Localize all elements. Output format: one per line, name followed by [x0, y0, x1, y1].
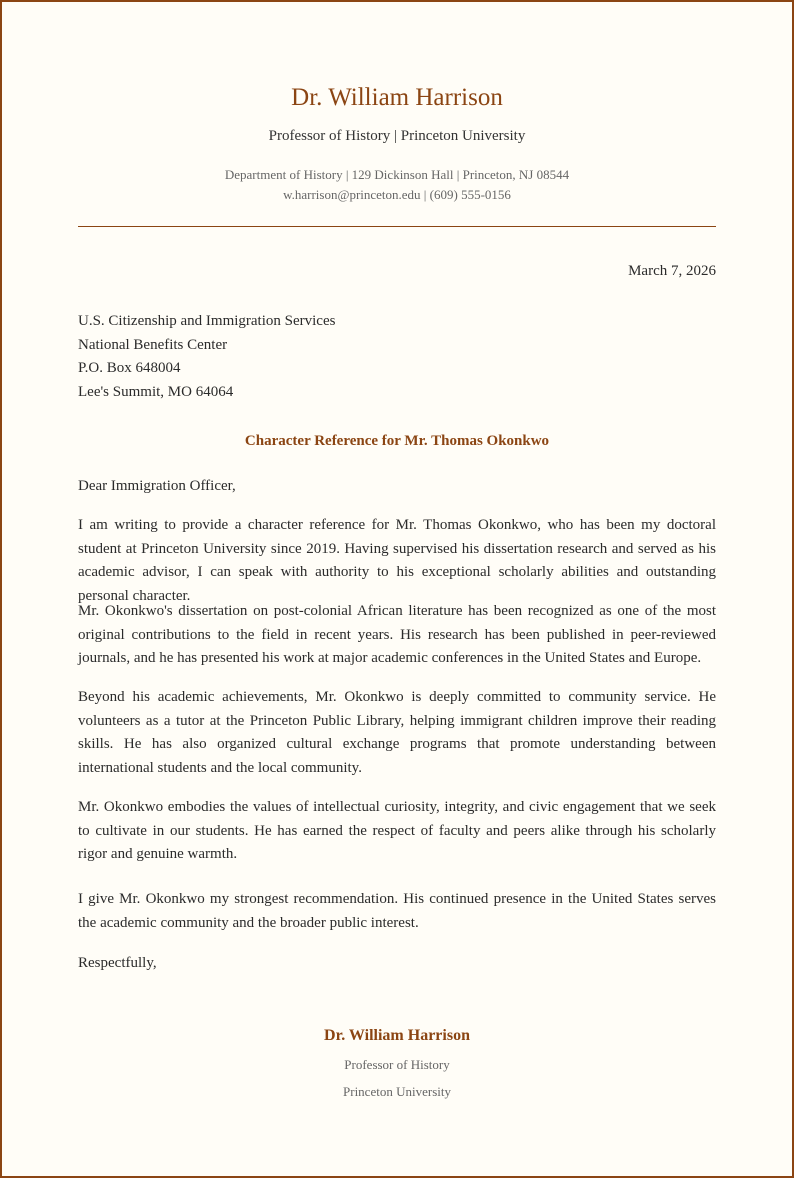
signature-institution: Princeton University	[343, 1084, 451, 1099]
salutation: Dear Immigration Officer,	[78, 478, 236, 494]
letterhead-contact: w.harrison@princeton.edu | (609) 555-0156	[283, 187, 511, 202]
recipient-line: Lee's Summit, MO 64064	[78, 383, 234, 400]
body-paragraph: Beyond his academic achievements, Mr. Okonkwo is deeply committed to community service. He volunteers as a tutor at the Princeton Public Library, helping immigrant children improve their reading skills. He has also organized cultural exchange programs that promote understanding between international students and the local community.	[78, 689, 716, 776]
recipient-line: National Benefits Center	[78, 336, 228, 353]
signature-name: Dr. William Harrison	[324, 1027, 470, 1044]
letterhead-title: Professor of History | Princeton University	[268, 128, 526, 144]
body-paragraph: Mr. Okonkwo embodies the values of intellectual curiosity, integrity, and civic engagement that we seek to cultivate in our students. He has earned the respect of faculty and peers alike through his scholarly rigor and genuine warmth.	[78, 799, 716, 862]
letterhead-address: Department of History | 129 Dickinson Hall | Princeton, NJ 08544	[224, 167, 570, 182]
letterhead-divider	[78, 226, 716, 227]
signature-title: Professor of History	[344, 1057, 450, 1072]
body-paragraph: I am writing to provide a character reference for Mr. Thomas Okonkwo, who has been my doctoral student at Princeton University since 2019. Having supervised his dissertation research and served as his academic advisor, I can speak with authority to his exceptional scholarly abilities and outstanding personal character.	[78, 517, 716, 604]
letter-date: March 7, 2026	[628, 263, 716, 279]
closing: Respectfully,	[78, 955, 157, 971]
recipient-address	[78, 310, 716, 404]
recipient-line: U.S. Citizenship and Immigration Services	[78, 313, 336, 329]
body-paragraph: Mr. Okonkwo's dissertation on post-colonial African literature has been recognized as one of the most original contributions to the field in recent years. His research has been published in peer-reviewed journals, and he has presented his work at major academic conferences in the United States and Europe.	[78, 603, 716, 666]
recipient-line: P.O. Box 648004	[78, 360, 181, 376]
body-paragraph: I give Mr. Okonkwo my strongest recommendation. His continued presence in the United States serves the academic community and the broader public interest.	[78, 891, 716, 931]
letter-subject: Character Reference for Mr. Thomas Okonkwo	[244, 433, 550, 449]
letterhead-name: Dr. William Harrison	[291, 84, 503, 111]
